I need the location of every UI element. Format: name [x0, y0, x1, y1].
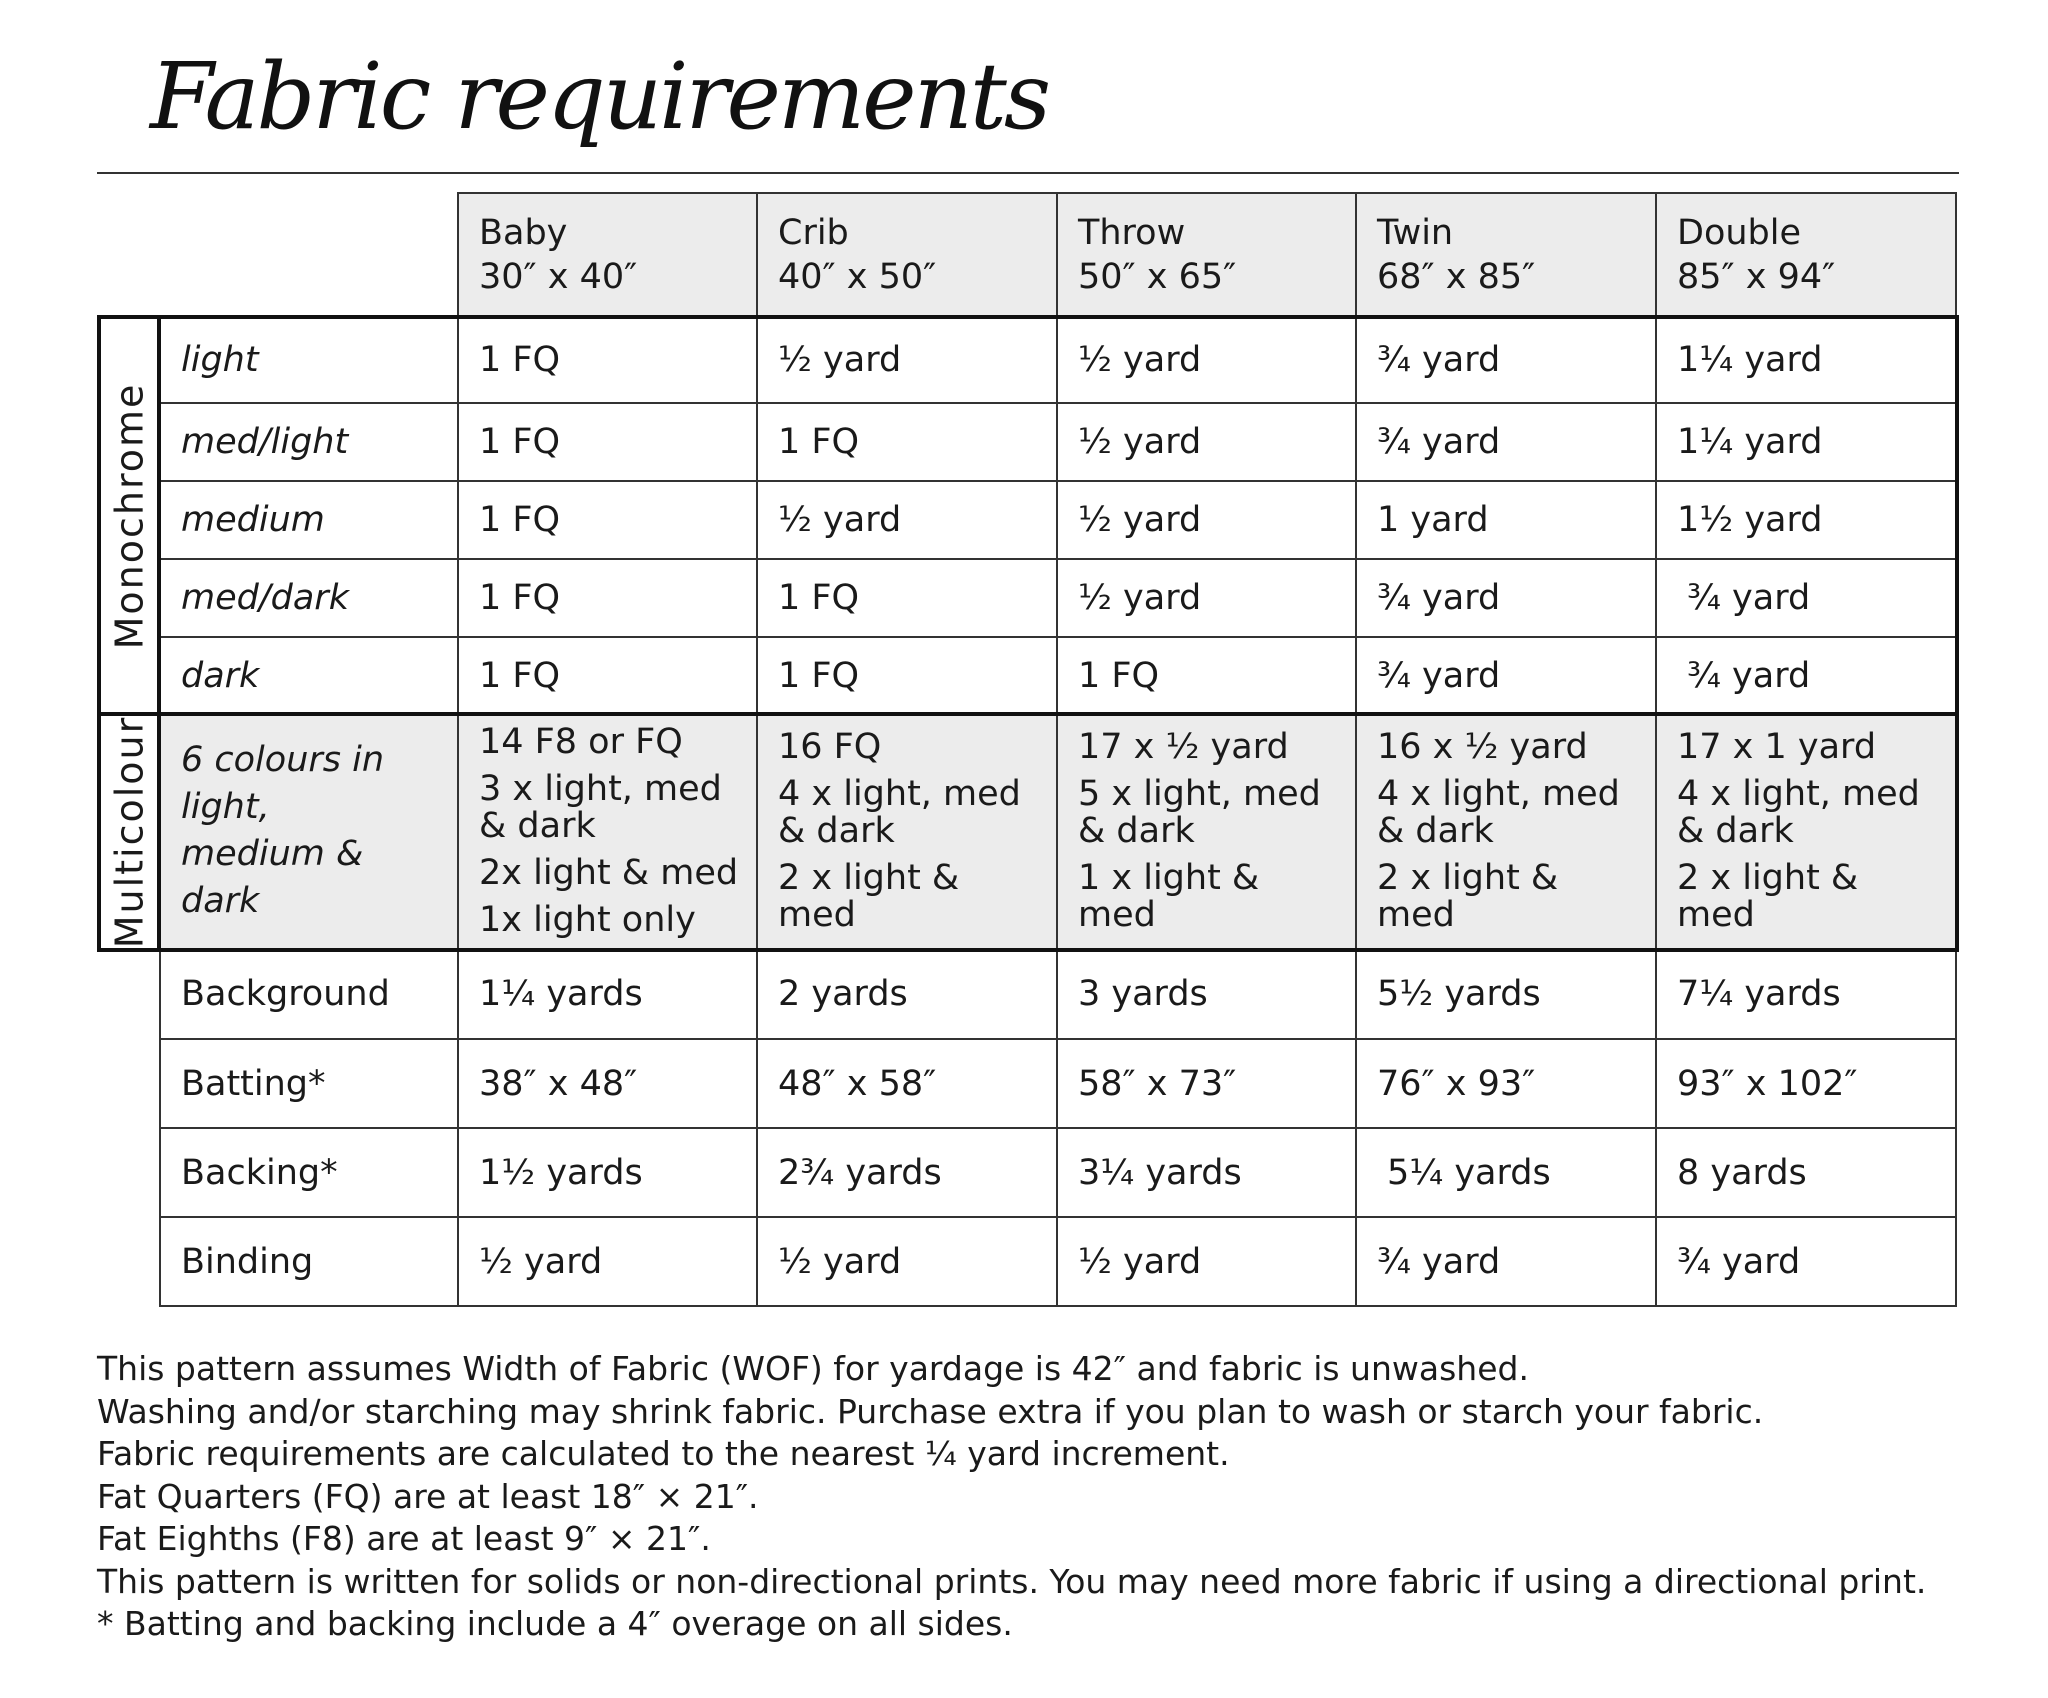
table-cell: [756, 948, 1058, 1040]
table-cell: [1056, 1216, 1357, 1307]
table-cell: [1355, 315, 1657, 404]
cell-value: 5 x light, med & dark: [1078, 773, 1321, 851]
size-header-baby: [457, 192, 758, 317]
cell-value: 1¼ yards: [479, 974, 643, 1014]
note-line: Fat Eighths (F8) are at least 9″ × 21″.: [97, 1519, 711, 1558]
table-cell: [1355, 558, 1657, 638]
row-label-binding: [159, 1216, 459, 1307]
cell-value: ¾ yard: [1687, 656, 1811, 696]
cell-value: 2 x light & med: [1377, 857, 1559, 935]
cell-value: 3 yards: [1078, 974, 1208, 1014]
table-cell: [1355, 636, 1657, 716]
table-cell: [756, 315, 1058, 404]
table-cell: [1655, 948, 1957, 1040]
note-line: Fat Quarters (FQ) are at least 18″ × 21″.: [97, 1476, 759, 1516]
table-cell: [1355, 1127, 1657, 1218]
cell-value: ½ yard: [778, 500, 902, 540]
row-label-text: Background: [181, 974, 390, 1014]
cell-value: 1 FQ: [778, 422, 860, 462]
cell-value: 1 FQ: [479, 500, 561, 540]
table-cell: [1056, 1127, 1357, 1218]
cell-value: 76″ x 93″: [1377, 1063, 1536, 1104]
cell-value: ½ yard: [1078, 1241, 1202, 1282]
row-label-text: medium &: [181, 834, 364, 874]
cell-value: 16 x ½ yard: [1377, 726, 1588, 767]
size-name: Baby: [479, 212, 568, 253]
table-cell: [1655, 1127, 1957, 1218]
cell-value: 1 FQ: [479, 339, 561, 380]
cell-value: 5½ yards: [1377, 974, 1541, 1014]
cell-value: ½ yard: [778, 339, 902, 380]
monochrome-group-label: [97, 315, 161, 716]
table-cell: [1355, 1216, 1657, 1307]
table-cell: [1355, 1038, 1657, 1129]
cell-value: 48″ x 58″: [778, 1063, 937, 1104]
cell-value: 1½ yards: [479, 1152, 643, 1193]
notes-section: [97, 1348, 1997, 1646]
cell-value: 1x light only: [479, 899, 696, 940]
row-label-text: dark: [181, 656, 260, 696]
table-cell: [1655, 402, 1957, 482]
size-header-crib: [756, 192, 1058, 317]
row-label-batting: [159, 1038, 459, 1129]
cell-value: ¾ yard: [1377, 656, 1501, 696]
table-cell: [1056, 402, 1357, 482]
size-dimensions: 40″ x 50″: [778, 256, 937, 297]
row-label-medium: [159, 480, 459, 560]
cell-value: 1½ yard: [1677, 500, 1823, 540]
cell-value: 14 F8 or FQ: [479, 721, 683, 762]
cell-value: 1¼ yard: [1677, 422, 1823, 462]
cell-value: ¾ yard: [1377, 1241, 1501, 1282]
row-label-text: light,: [181, 787, 270, 827]
cell-value: 1 FQ: [1078, 656, 1160, 696]
cell-value: ¾ yard: [1377, 422, 1501, 462]
cell-value: 93″ x 102″: [1677, 1063, 1858, 1104]
table-cell: [756, 1038, 1058, 1129]
table-cell: [756, 1127, 1058, 1218]
cell-value: 4 x light, med & dark: [1677, 773, 1920, 851]
row-label-text: light: [181, 339, 259, 380]
cell-value: ½ yard: [778, 1241, 902, 1282]
table-cell: [756, 1216, 1058, 1307]
row-label-text: Binding: [181, 1241, 314, 1282]
cell-value: 1 FQ: [479, 578, 561, 618]
cell-value: 1 FQ: [778, 578, 860, 618]
row-label-text: Backing*: [181, 1152, 338, 1193]
table-cell: [457, 1127, 758, 1218]
table-cell: [457, 558, 758, 638]
table-cell: [1655, 315, 1957, 404]
row-label-light: [159, 315, 459, 404]
table-cell: [457, 712, 758, 950]
table-cell: [1355, 712, 1657, 950]
table-cell: [756, 402, 1058, 482]
table-cell: [1056, 1038, 1357, 1129]
cell-value: ½ yard: [1078, 578, 1202, 618]
table-cell: [756, 480, 1058, 560]
cell-value: 3 x light, med & dark: [479, 768, 722, 846]
cell-value: 1 FQ: [479, 656, 561, 696]
row-label-text: med/dark: [181, 578, 349, 618]
cell-value: 3¼ yards: [1078, 1152, 1242, 1193]
table-cell: [1355, 480, 1657, 560]
row-label-med-dark: [159, 558, 459, 638]
multicolour-group-label: [97, 712, 161, 952]
table-cell: [457, 1038, 758, 1129]
cell-value: 1 FQ: [479, 422, 561, 462]
note-line: This pattern is written for solids or non-directional prints. You may need more fabric if using a directional print.: [97, 1561, 1927, 1601]
table-cell: [1056, 948, 1357, 1040]
cell-value: 17 x 1 yard: [1677, 726, 1877, 767]
table-cell: [1056, 636, 1357, 716]
table-cell: [457, 948, 758, 1040]
cell-value: 5¼ yards: [1387, 1152, 1551, 1193]
row-label-text: med/light: [181, 422, 349, 462]
cell-value: ¾ yard: [1377, 578, 1501, 618]
cell-value: 2 x light & med: [778, 857, 960, 935]
note-line: Washing and/or starching may shrink fabric. Purchase extra if you plan to wash or starch your fabric.: [97, 1391, 1764, 1431]
cell-value: ¾ yard: [1377, 339, 1501, 380]
table-cell: [1056, 315, 1357, 404]
note-line: Fabric requirements are calculated to the nearest ¼ yard increment.: [97, 1434, 1230, 1473]
row-label-backing: [159, 1127, 459, 1218]
size-name: Double: [1677, 212, 1802, 253]
table-cell: [457, 1216, 758, 1307]
cell-value: ½ yard: [1078, 500, 1202, 540]
row-label-multicolour: [159, 712, 459, 950]
cell-value: 58″ x 73″: [1078, 1063, 1237, 1104]
size-header-double: [1655, 192, 1957, 317]
row-label-text: 6 colours in: [181, 740, 385, 780]
size-dimensions: 68″ x 85″: [1377, 256, 1536, 297]
cell-value: ½ yard: [1078, 339, 1202, 380]
size-name: Twin: [1377, 212, 1454, 253]
cell-value: 2¾ yards: [778, 1152, 942, 1193]
cell-value: 38″ x 48″: [479, 1063, 638, 1104]
table-cell: [457, 402, 758, 482]
cell-value: 2x light & med: [479, 852, 739, 893]
page-title: Fabric requirements: [150, 43, 1049, 150]
table-cell: [1355, 948, 1657, 1040]
cell-value: 17 x ½ yard: [1078, 726, 1289, 767]
cell-value: 4 x light, med & dark: [778, 773, 1021, 851]
size-dimensions: 30″ x 40″: [479, 256, 638, 297]
cell-value: 7¼ yards: [1677, 974, 1841, 1014]
row-label-med-light: [159, 402, 459, 482]
multicolour-group-label-text: Multicolour: [107, 715, 152, 949]
row-label-text: medium: [181, 500, 325, 540]
cell-value: 1 FQ: [778, 656, 860, 696]
cell-value: ½ yard: [479, 1241, 603, 1282]
cell-value: 1 yard: [1377, 500, 1489, 540]
note-line: * Batting and backing include a 4″ overage on all sides.: [97, 1604, 1013, 1643]
cell-value: 16 FQ: [778, 726, 882, 767]
cell-value: ¾ yard: [1687, 578, 1811, 618]
size-name: Throw: [1078, 212, 1186, 253]
row-label-background: [159, 948, 459, 1040]
table-cell: [1056, 558, 1357, 638]
row-label-dark: [159, 636, 459, 716]
table-cell: [1655, 1216, 1957, 1307]
cell-value: 1 x light & med: [1078, 857, 1260, 935]
table-cell: [457, 480, 758, 560]
table-cell: [1655, 1038, 1957, 1129]
cell-value: 8 yards: [1677, 1152, 1807, 1193]
size-dimensions: 85″ x 94″: [1677, 256, 1836, 297]
size-header-twin: [1355, 192, 1657, 317]
size-dimensions: 50″ x 65″: [1078, 256, 1237, 297]
table-cell: [457, 636, 758, 716]
note-line: This pattern assumes Width of Fabric (WOF) for yardage is 42″ and fabric is unwashed.: [97, 1349, 1529, 1388]
row-label-text: Batting*: [181, 1063, 326, 1104]
table-cell: [1655, 480, 1957, 560]
cell-value: 1¼ yard: [1677, 339, 1823, 380]
cell-value: 2 x light & med: [1677, 857, 1859, 935]
cell-value: ¾ yard: [1677, 1241, 1801, 1282]
table-cell: [457, 315, 758, 404]
table-cell: [756, 636, 1058, 716]
cell-value: ½ yard: [1078, 422, 1202, 462]
table-cell: [1355, 402, 1657, 482]
cell-value: 2 yards: [778, 974, 908, 1014]
monochrome-group-label-text: Monochrome: [107, 382, 151, 649]
table-cell: [1655, 636, 1957, 716]
table-cell: [1655, 558, 1957, 638]
cell-value: 4 x light, med & dark: [1377, 773, 1620, 851]
table-cell: [1655, 712, 1957, 950]
table-cell: [1056, 480, 1357, 560]
size-header-throw: [1056, 192, 1357, 317]
table-cell: [1056, 712, 1357, 950]
table-cell: [756, 558, 1058, 638]
table-cell: [756, 712, 1058, 950]
row-label-text: dark: [181, 881, 260, 921]
size-name: Crib: [778, 212, 849, 253]
